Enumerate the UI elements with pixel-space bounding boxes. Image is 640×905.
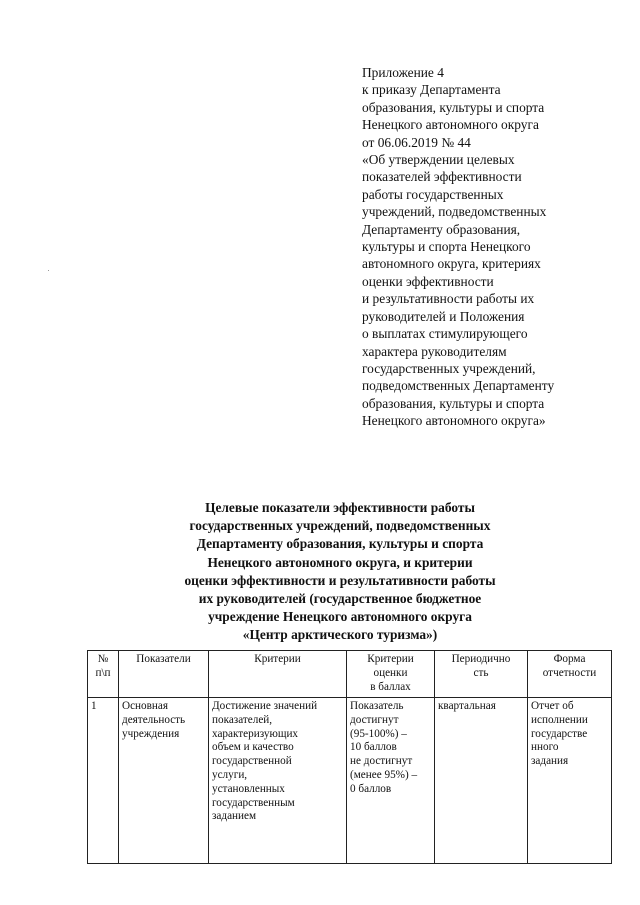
appendix-line: от 06.06.2019 № 44: [362, 134, 471, 150]
header-text: Периодично: [451, 653, 511, 665]
cell-text: Отчет об: [531, 700, 574, 712]
cell-score: [347, 698, 435, 864]
appendix-line: Департаменту образования,: [362, 221, 521, 237]
header-text: Критерии: [367, 653, 414, 665]
cell-text: государственным: [212, 796, 295, 809]
header-text: Критерии: [254, 653, 301, 665]
appendix-line: оценки эффективности: [362, 273, 494, 289]
appendix-line: работы государственных: [362, 186, 504, 202]
col-number-header: [88, 651, 119, 698]
header-text: Форма: [553, 653, 586, 665]
cell-text: государственной: [212, 755, 292, 768]
header-text: №: [97, 653, 109, 665]
appendix-line: руководителей и Положения: [362, 308, 525, 324]
document-title: [150, 499, 530, 645]
scan-speck: [48, 270, 49, 271]
appendix-line: Ненецкого автономного округа: [362, 117, 539, 133]
cell-text: нного: [531, 741, 559, 754]
cell-text: достигнут: [350, 713, 399, 726]
cell-text: исполнении: [531, 713, 588, 726]
appendix-line: автономного округа, критериях: [362, 256, 541, 272]
header-text: сть: [473, 666, 489, 679]
title-line: их руководителей (государственное бюджетное: [198, 591, 482, 607]
appendix-line: государственных учреждений,: [362, 360, 536, 376]
indicators-table: [87, 650, 612, 864]
header-text: оценки: [373, 666, 408, 679]
cell-text: 10 баллов: [350, 741, 397, 754]
cell-periodicity: [435, 698, 528, 864]
appendix-line: Ненецкого автономного округа»: [362, 413, 546, 429]
title-line: государственных учреждений, подведомственных: [189, 518, 491, 534]
col-periodicity-header: [435, 651, 528, 698]
cell-number: [88, 698, 119, 864]
cell-text: квартальная: [438, 700, 496, 712]
col-score-header: [347, 651, 435, 698]
title-line: Ненецкого автономного округа, и критерии: [207, 554, 473, 570]
col-indicators-header: [119, 651, 209, 698]
cell-text: (менее 95%) –: [350, 768, 418, 781]
cell-text: услуги,: [212, 768, 248, 781]
appendix-line: показателей эффективности: [362, 169, 522, 185]
cell-text: характеризующих: [212, 727, 299, 740]
appendix-line: «Об утверждении целевых: [362, 152, 515, 168]
header-text: в баллах: [370, 680, 411, 693]
title-line: оценки эффективности и результативности работы: [184, 572, 496, 588]
cell-text: не достигнут: [350, 755, 413, 768]
title-line: Департаменту образования, культуры и спорта: [196, 536, 484, 552]
header-text: п\п: [95, 666, 111, 679]
table-row: [88, 698, 612, 864]
appendix-line: подведомственных Департаменту: [362, 378, 555, 394]
cell-indicator: [119, 698, 209, 864]
cell-text: 1: [91, 700, 97, 712]
col-criteria-header: [209, 651, 347, 698]
header-text: отчетности: [542, 666, 597, 679]
cell-text: установленных: [212, 782, 285, 795]
appendix-line: образования, культуры и спорта: [362, 395, 545, 411]
header-text: Показатели: [136, 653, 191, 665]
cell-text: 0 баллов: [350, 782, 392, 795]
cell-text: задания: [531, 755, 569, 768]
cell-text: (95-100%) –: [350, 727, 407, 740]
table-header-row: [88, 651, 612, 698]
cell-text: государстве: [531, 727, 588, 740]
cell-text: показателей,: [212, 713, 273, 726]
appendix-line: учреждений, подведомственных: [362, 204, 547, 220]
col-report-form-header: [528, 651, 612, 698]
cell-text: заданием: [212, 810, 257, 823]
appendix-line: образования, культуры и спорта: [362, 99, 545, 115]
appendix-line: культуры и спорта Ненецкого: [362, 239, 531, 255]
cell-text: учреждения: [122, 727, 180, 740]
title-line: учреждение Ненецкого автономного округа: [208, 609, 472, 625]
title-line: Целевые показатели эффективности работы: [205, 500, 475, 515]
cell-text: Основная: [122, 700, 169, 712]
cell-criteria: [209, 698, 347, 864]
cell-report-form: [528, 698, 612, 864]
appendix-line: и результативности работы их: [362, 291, 535, 307]
appendix-line: к приказу Департамента: [362, 82, 501, 98]
title-line: «Центр арктического туризма»): [242, 627, 438, 643]
appendix-header: [362, 64, 632, 430]
cell-text: объем и качество: [212, 741, 294, 754]
appendix-line: Приложение 4: [362, 65, 444, 80]
appendix-line: характера руководителям: [362, 343, 507, 359]
appendix-line: о выплатах стимулирующего: [362, 326, 528, 342]
cell-text: деятельность: [122, 713, 186, 726]
cell-text: Достижение значений: [212, 700, 318, 712]
cell-text: Показатель: [350, 700, 404, 712]
